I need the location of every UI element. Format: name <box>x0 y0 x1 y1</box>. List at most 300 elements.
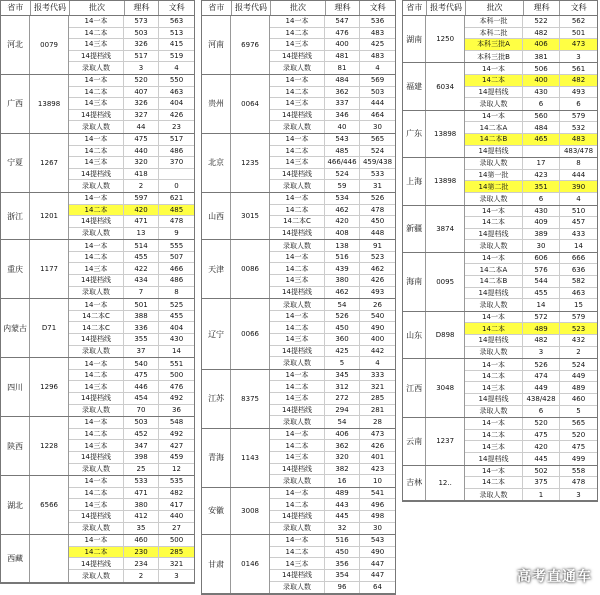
science-score: 388 <box>124 311 159 322</box>
arts-score: 6 <box>576 99 581 108</box>
table-header <box>403 1 597 16</box>
science-score: 533 <box>124 476 159 487</box>
batch-cell: 14一本 <box>69 134 124 145</box>
arts-score: 3 <box>576 490 581 499</box>
score-row <box>465 98 597 110</box>
arts-score: 666 <box>571 254 586 263</box>
score-row <box>69 547 194 559</box>
score-row <box>69 157 194 169</box>
batch-cell: 14一本 <box>465 206 523 217</box>
science-score: 475 <box>124 134 159 145</box>
batch-cell: 14一本 <box>465 312 523 323</box>
score-table-left <box>0 0 195 584</box>
science-score: 382 <box>325 464 360 475</box>
province-name: 安徽 <box>202 488 231 534</box>
score-row <box>465 299 597 311</box>
batch-cell: 14一本 <box>69 358 124 369</box>
province-group <box>403 206 597 253</box>
score-row <box>270 311 395 323</box>
batch-cell: 14二本A <box>465 122 523 133</box>
province-group <box>403 418 597 465</box>
batch-cell: 14提档线 <box>465 87 523 98</box>
science-score: 375 <box>523 477 560 488</box>
batch-cell: 录取人数 <box>69 228 124 240</box>
batch-cell: 14二本 <box>465 75 523 86</box>
science-score: 326 <box>124 39 159 50</box>
science-score: 409 <box>523 217 560 228</box>
province-group <box>403 359 597 418</box>
score-row <box>465 39 597 51</box>
score-row <box>69 358 194 370</box>
arts-score: 4 <box>375 359 380 368</box>
arts-score: 285 <box>370 394 385 403</box>
arts-score: 532 <box>571 123 586 132</box>
score-row <box>270 28 395 40</box>
batch-cell: 14一本 <box>465 418 523 429</box>
score-row <box>69 193 194 205</box>
arts-score: 562 <box>571 17 586 26</box>
exam-code: 13898 <box>30 75 69 133</box>
exam-code: 0086 <box>231 240 270 298</box>
science-score: 455 <box>523 288 560 299</box>
science-score: 503 <box>124 417 159 428</box>
province-name: 贵州 <box>202 75 231 133</box>
batch-cell: 录取人数 <box>69 287 124 299</box>
arts-score: 321 <box>169 559 184 568</box>
province-name: 河北 <box>1 16 30 74</box>
batch-cell: 录取人数 <box>69 346 124 358</box>
header-province: 省市 <box>403 1 427 15</box>
score-row <box>465 382 597 394</box>
science-score: 471 <box>124 488 159 499</box>
score-row <box>270 275 395 287</box>
science-score: 418 <box>124 169 159 180</box>
batch-cell: 录取人数 <box>270 240 325 251</box>
province-name: 山西 <box>202 193 231 239</box>
province-group <box>403 158 597 205</box>
science-score: 327 <box>124 110 159 121</box>
score-row <box>270 146 395 158</box>
arts-score: 492 <box>169 394 184 403</box>
exam-code: 1235 <box>231 134 270 192</box>
arts-score: 5 <box>576 407 581 416</box>
table-header <box>202 1 395 16</box>
exam-code: D71 <box>30 299 69 357</box>
batch-cell: 14提档线 <box>270 405 325 416</box>
batch-cell: 录取人数 <box>465 98 523 110</box>
batch-cell: 14二本 <box>270 381 325 392</box>
arts-score: 500 <box>169 536 184 545</box>
arts-score: 523 <box>560 323 597 334</box>
score-row <box>69 169 194 181</box>
score-row <box>69 146 194 158</box>
arts-score: 400 <box>370 335 385 344</box>
batch-cell: 14提档线 <box>465 394 523 405</box>
science-score: 2 <box>124 180 159 192</box>
science-score: 3 <box>523 347 560 359</box>
science-score: 32 <box>325 523 360 535</box>
batch-cell: 录取人数 <box>270 121 325 133</box>
province-group <box>1 476 194 535</box>
exam-code: 0066 <box>231 299 270 369</box>
batch-cell: 14二本C <box>69 311 124 322</box>
science-score: 466/446 <box>325 157 360 168</box>
batch-cell: 14二本 <box>69 488 124 499</box>
score-row <box>69 405 194 417</box>
score-row <box>69 134 194 146</box>
province-name: 广西 <box>1 75 30 133</box>
score-row <box>270 134 395 146</box>
batch-cell: 14二本 <box>69 146 124 157</box>
score-row <box>270 16 395 28</box>
batch-cell: 14二本 <box>69 205 124 216</box>
science-score: 360 <box>325 334 360 345</box>
batch-cell: 14一本 <box>465 253 523 264</box>
arts-score: 14 <box>172 347 181 356</box>
score-row <box>465 394 597 406</box>
exam-code: 12.. <box>426 466 465 501</box>
score-row <box>69 299 194 311</box>
science-score: 606 <box>523 253 560 264</box>
batch-cell: 14一本 <box>69 417 124 428</box>
batch-cell: 录取人数 <box>465 347 523 359</box>
province-name: 福建 <box>403 63 426 109</box>
batch-cell: 14三本 <box>69 381 124 392</box>
score-row <box>270 511 395 523</box>
score-row <box>465 111 597 123</box>
science-score: 430 <box>523 87 560 98</box>
science-score: 40 <box>325 121 360 133</box>
province-group <box>202 134 395 193</box>
science-score: 543 <box>325 134 360 145</box>
province-name: 海南 <box>403 253 426 311</box>
science-score: 597 <box>124 193 159 204</box>
arts-score: 442 <box>370 346 385 355</box>
table-header <box>1 1 194 16</box>
province-group <box>1 417 194 476</box>
arts-score: 14 <box>574 242 583 251</box>
science-score: 2 <box>124 570 159 582</box>
arts-score: 31 <box>373 182 382 191</box>
batch-cell: 14二本 <box>465 477 523 488</box>
science-score: 320 <box>325 452 360 463</box>
science-score: 381 <box>523 51 560 63</box>
arts-score: 459/438 <box>362 158 393 167</box>
science-score: 6 <box>523 193 560 205</box>
batch-cell: 录取人数 <box>270 299 325 310</box>
batch-cell: 14一本 <box>270 134 325 145</box>
score-row <box>69 511 194 523</box>
score-row <box>69 452 194 464</box>
arts-score: 460 <box>571 395 586 404</box>
score-row <box>69 110 194 122</box>
batch-cell: 14二本 <box>270 499 325 510</box>
batch-cell: 14提档线 <box>465 288 523 299</box>
province-name: 上海 <box>403 158 426 204</box>
score-row <box>69 488 194 500</box>
province-name: 内蒙古 <box>1 299 30 357</box>
score-row <box>465 406 597 418</box>
arts-score: 444 <box>370 99 385 108</box>
arts-score: 425 <box>370 40 385 49</box>
batch-cell: 14一本 <box>270 535 325 546</box>
score-row <box>270 405 395 417</box>
batch-cell: 14提档线 <box>69 334 124 345</box>
arts-score: 9 <box>174 229 179 238</box>
score-row <box>69 263 194 275</box>
arts-score: 10 <box>373 476 382 485</box>
arts-score: 507 <box>169 253 184 262</box>
arts-score: 36 <box>172 406 181 415</box>
batch-cell: 录取人数 <box>465 489 523 501</box>
score-row <box>69 16 194 28</box>
science-score: 520 <box>124 75 159 86</box>
science-score: 345 <box>325 370 360 381</box>
arts-score: 517 <box>169 135 184 144</box>
arts-score: 464 <box>370 111 385 120</box>
province-group <box>403 253 597 312</box>
arts-score: 486 <box>169 276 184 285</box>
batch-cell: 录取人数 <box>69 523 124 535</box>
score-row <box>270 252 395 264</box>
score-row <box>69 476 194 488</box>
score-row <box>270 346 395 358</box>
exam-code: 0095 <box>426 253 465 311</box>
score-row <box>69 180 194 192</box>
arts-score: 427 <box>169 441 184 450</box>
province-name: 四川 <box>1 358 30 416</box>
science-score: 560 <box>523 111 560 122</box>
batch-cell: 本科二批 <box>465 28 523 39</box>
arts-score: 503 <box>370 87 385 96</box>
arts-score: 526 <box>370 194 385 203</box>
science-score: 81 <box>325 62 360 74</box>
exam-code: 1250 <box>426 16 465 62</box>
science-score: 337 <box>325 98 360 109</box>
batch-cell: 14二本 <box>270 28 325 39</box>
arts-score: 483 <box>560 134 597 145</box>
score-row <box>270 429 395 441</box>
province-group <box>202 75 395 134</box>
batch-cell: 录取人数 <box>465 299 523 311</box>
batch-cell: 14提档线 <box>69 393 124 404</box>
science-score: 320 <box>124 157 159 168</box>
science-score: 450 <box>325 547 360 558</box>
science-score: 572 <box>523 312 560 323</box>
batch-cell: 本科一批 <box>465 16 523 27</box>
batch-cell: 14二本 <box>465 430 523 441</box>
batch-cell: 14二本 <box>69 28 124 39</box>
province-name: 广东 <box>403 111 426 157</box>
score-row <box>465 430 597 442</box>
exam-code: 3008 <box>231 488 270 534</box>
province-name: 青海 <box>202 429 231 487</box>
province-name: 甘肃 <box>202 535 231 593</box>
arts-score: 478 <box>370 205 385 214</box>
science-score: 420 <box>523 441 560 452</box>
science-score: 13 <box>124 228 159 240</box>
score-row <box>69 346 194 358</box>
batch-cell: 录取人数 <box>270 416 325 428</box>
science-score: 420 <box>325 216 360 227</box>
science-score: 30 <box>523 240 560 252</box>
batch-cell: 14一本 <box>465 359 523 370</box>
batch-cell: 14三本 <box>270 393 325 404</box>
exam-code: 1267 <box>30 134 69 192</box>
score-row <box>465 146 597 158</box>
score-row <box>69 311 194 323</box>
score-row <box>270 39 395 51</box>
score-row <box>69 252 194 264</box>
score-row <box>465 312 597 324</box>
science-score: 516 <box>325 252 360 263</box>
score-row <box>270 51 395 63</box>
arts-score: 582 <box>571 277 586 286</box>
science-score: 1 <box>523 489 560 501</box>
arts-score: 473 <box>560 39 597 50</box>
batch-cell: 14第二批 <box>465 181 523 192</box>
batch-cell: 14三本 <box>270 275 325 286</box>
score-row <box>270 381 395 393</box>
score-row <box>270 180 395 192</box>
score-row <box>465 466 597 478</box>
science-score: 452 <box>124 429 159 440</box>
science-score: 485 <box>325 146 360 157</box>
arts-score: 565 <box>370 135 385 144</box>
province-name: 山东 <box>403 312 426 358</box>
arts-score: 501 <box>571 28 586 37</box>
science-score: 443 <box>325 499 360 510</box>
province-name: 西藏 <box>1 535 30 581</box>
batch-cell: 14二本B <box>465 134 523 145</box>
science-score: 503 <box>124 28 159 39</box>
arts-score: 579 <box>571 112 586 121</box>
score-row <box>465 170 597 182</box>
batch-cell: 14提档线 <box>69 51 124 62</box>
arts-score: 478 <box>571 478 586 487</box>
score-row <box>69 216 194 228</box>
batch-cell: 14提档线 <box>465 229 523 240</box>
score-row <box>270 87 395 99</box>
score-row <box>69 440 194 452</box>
science-score: 489 <box>325 488 360 499</box>
science-score: 446 <box>124 381 159 392</box>
score-row <box>465 418 597 430</box>
science-score: 524 <box>325 169 360 180</box>
science-score: 526 <box>325 311 360 322</box>
batch-cell: 14三本 <box>465 441 523 452</box>
arts-score: 463 <box>571 288 586 297</box>
science-score: 234 <box>124 558 159 569</box>
score-row <box>270 157 395 169</box>
arts-score: 540 <box>370 312 385 321</box>
score-row <box>69 87 194 99</box>
batch-cell: 14二本 <box>69 429 124 440</box>
arts-score: 281 <box>370 405 385 414</box>
arts-score: 3 <box>174 571 179 580</box>
batch-cell: 14三本 <box>270 334 325 345</box>
arts-score: 404 <box>169 323 184 332</box>
batch-cell: 14提档线 <box>69 216 124 227</box>
batch-cell: 14提档线 <box>465 146 523 158</box>
batch-cell: 14一本 <box>270 75 325 86</box>
province-name: 宁夏 <box>1 134 30 192</box>
exam-code: 3048 <box>426 359 465 417</box>
score-row <box>69 240 194 252</box>
score-row <box>465 371 597 383</box>
score-row <box>270 110 395 122</box>
exam-code: 1228 <box>30 417 69 475</box>
exam-code: 1143 <box>231 429 270 487</box>
batch-cell: 14提档线 <box>69 511 124 522</box>
header-code: 报考代码 <box>31 1 71 15</box>
province-name: 浙江 <box>1 193 30 239</box>
arts-score: 498 <box>370 512 385 521</box>
batch-cell: 14二本 <box>270 547 325 558</box>
arts-score: 390 <box>560 181 597 192</box>
header-batch: 批次 <box>70 1 124 15</box>
province-group <box>403 312 597 359</box>
score-row <box>270 205 395 217</box>
arts-score: 548 <box>169 418 184 427</box>
arts-score: 28 <box>373 417 382 426</box>
batch-cell: 14三本 <box>69 157 124 168</box>
batch-cell: 录取人数 <box>69 121 124 133</box>
batch-cell: 14一本 <box>270 488 325 499</box>
batch-cell: 14二本 <box>465 217 523 228</box>
arts-score: 499 <box>571 454 586 463</box>
score-row <box>69 287 194 299</box>
score-row <box>270 475 395 487</box>
arts-score: 462 <box>370 264 385 273</box>
arts-score: 523 <box>370 253 385 262</box>
score-row <box>270 228 395 240</box>
science-score <box>523 146 560 158</box>
science-score: 573 <box>124 16 159 27</box>
exam-code: 3874 <box>426 206 465 252</box>
batch-cell: 14三本 <box>465 382 523 393</box>
score-row <box>465 276 597 288</box>
arts-score: 550 <box>169 76 184 85</box>
arts-score: 551 <box>169 359 184 368</box>
arts-score: 489 <box>571 383 586 392</box>
science-score: 35 <box>124 523 159 535</box>
batch-cell: 14一本 <box>465 466 523 477</box>
batch-cell: 14一本 <box>69 75 124 86</box>
header-arts: 文科 <box>570 3 587 12</box>
arts-score: 466 <box>169 264 184 273</box>
score-row <box>69 205 194 217</box>
arts-score: 4 <box>174 64 179 73</box>
score-row <box>465 158 597 170</box>
batch-cell: 14一本 <box>465 111 523 122</box>
score-row <box>465 181 597 193</box>
arts-score: 569 <box>370 76 385 85</box>
batch-cell: 14一本 <box>270 429 325 440</box>
science-score: 438/428 <box>523 394 560 405</box>
score-table-right <box>402 0 598 502</box>
score-row <box>465 453 597 465</box>
header-batch: 批次 <box>271 1 325 15</box>
exam-code: D898 <box>426 312 465 358</box>
exam-code: 6034 <box>426 63 465 109</box>
province-group <box>1 240 194 299</box>
arts-score: 543 <box>370 536 385 545</box>
score-row <box>270 98 395 110</box>
science-score: 434 <box>124 275 159 286</box>
science-score: 14 <box>523 299 560 311</box>
arts-score: 483 <box>370 52 385 61</box>
